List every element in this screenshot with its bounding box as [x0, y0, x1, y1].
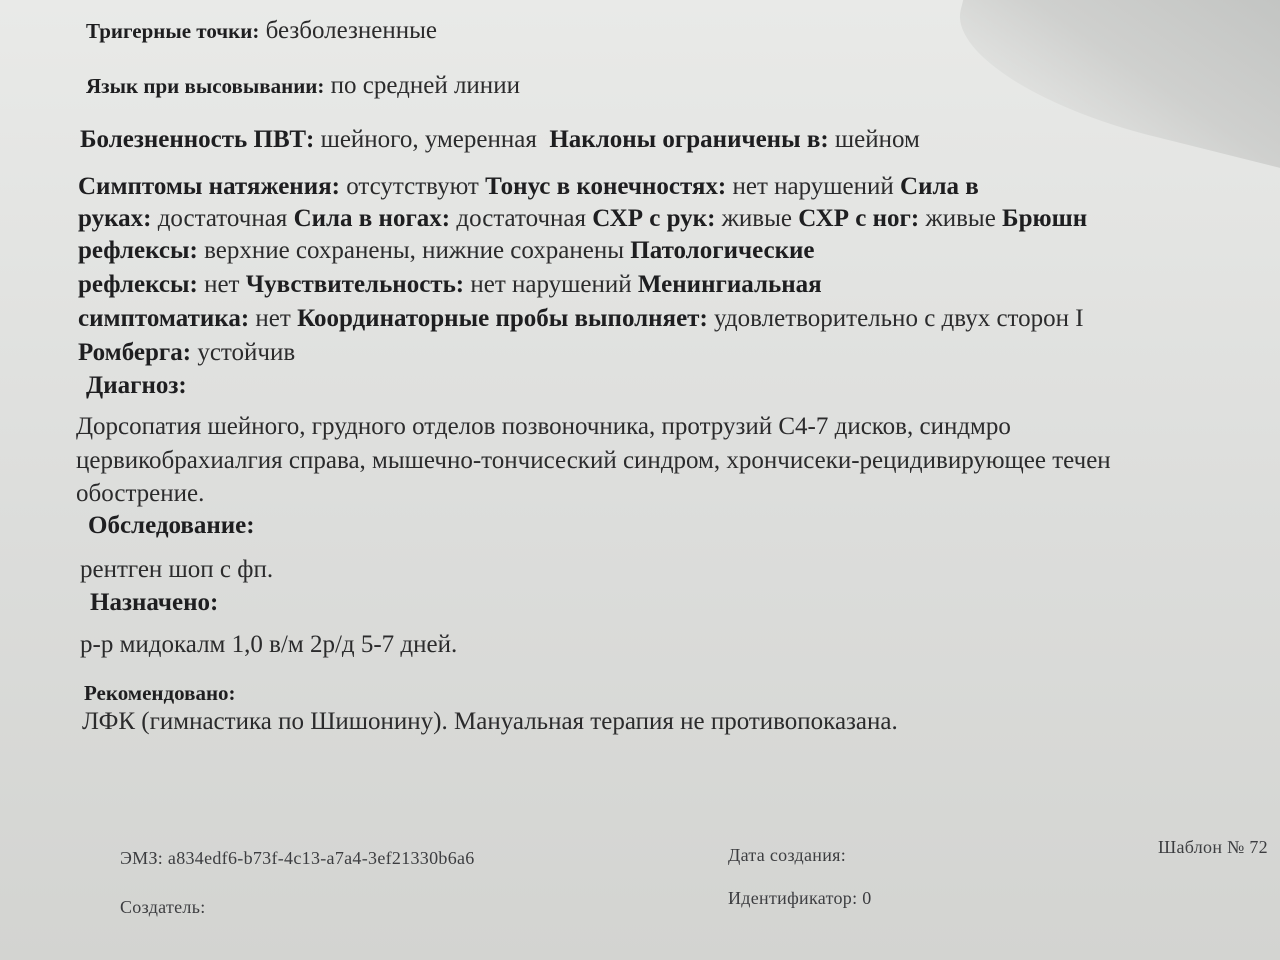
tension-value: отсутствуют [346, 173, 479, 200]
leg-strength-value: достаточная [456, 205, 587, 232]
sensitivity-value: нет нарушений [470, 271, 632, 298]
pvt-line [80, 125, 920, 155]
examination-heading-text: Обследование: [88, 512, 255, 539]
leg-reflex-value: живые [925, 205, 996, 232]
arm-strength-value: достаточная [157, 205, 288, 232]
pvt-value: шейного, умеренная [320, 126, 537, 153]
coordination-value: удовлетворительно с двух сторон I [714, 305, 1084, 332]
examination-heading [88, 511, 255, 541]
trigger-points-label: Тригерные точки: [86, 19, 260, 43]
recommended-heading [84, 678, 236, 708]
recommended-text: ЛФК (гимнастика по Шишонину). Мануальная терапия не противопоказана. [82, 708, 898, 735]
arm-reflex-label: СХР с рук: [592, 205, 716, 232]
diagnosis-line: обострение. [76, 480, 205, 507]
tone-label: Тонус в конечностях: [485, 173, 727, 200]
date-created-label: Дата создания: [728, 845, 847, 865]
abdominal-label-end: рефлексы: [78, 237, 198, 264]
recommended-heading-text: Рекомендовано: [84, 681, 236, 705]
meningeal-value: нет [255, 305, 291, 332]
abdominal-value: верхние сохранены, нижние сохранены [204, 237, 625, 264]
examination-text: рентген шоп с фп. [80, 556, 274, 583]
exam-line-4 [78, 172, 979, 202]
template-number: Шаблон № 72 [1158, 837, 1268, 857]
pathological-label-start: Патологические [630, 237, 815, 264]
exam-line-8 [78, 304, 1084, 334]
tilt-label: Наклоны ограничены в: [549, 126, 829, 153]
prescribed-heading-text: Назначено: [90, 589, 219, 616]
exam-line-7 [78, 270, 822, 300]
identifier-label: Идентификатор: 0 [728, 888, 872, 908]
tongue-label: Язык при высовывании: [86, 74, 325, 98]
exam-line-6 [78, 236, 814, 266]
diagnosis-heading-text: Диагноз: [86, 372, 187, 399]
abdominal-label-start: Брюшн [1002, 205, 1088, 232]
trigger-points-value: безболезненные [265, 17, 438, 44]
sensitivity-label: Чувствительность: [245, 271, 465, 298]
arm-strength-label-start: Сила в [900, 173, 979, 200]
arm-strength-label-end: руках: [78, 205, 152, 232]
arm-reflex-value: живые [721, 205, 793, 232]
trigger-points-line [86, 16, 437, 46]
diagnosis-heading [86, 371, 187, 401]
tongue-line [86, 71, 520, 101]
page-curl-shadow [942, 0, 1280, 171]
pathological-label-end: рефлексы: [78, 271, 198, 298]
prescribed-text: р-р мидокалм 1,0 в/м 2р/д 5-7 дней. [80, 631, 458, 658]
exam-line-9 [78, 338, 295, 368]
tension-label: Симптомы натяжения: [78, 173, 340, 200]
diagnosis-line: цервикобрахиалгия справа, мышечно-тончисеский синдром, хрончисеки-рецидивирующее течен [76, 447, 1111, 474]
tongue-value: по средней линии [330, 72, 520, 99]
creator-label: Создатель: [120, 897, 206, 917]
meningeal-label-end: симптоматика: [78, 305, 250, 332]
meningeal-label-start: Менингиальная [637, 271, 822, 298]
romberg-label: Ромберга: [78, 339, 192, 366]
coordination-label: Координаторные пробы выполняет: [297, 305, 708, 332]
emz-id: ЭМЗ: a834edf6-b73f-4c13-a7a4-3ef21330b6a6 [120, 848, 475, 868]
pvt-label: Болезненность ПВТ: [80, 126, 315, 153]
exam-line-5 [78, 204, 1087, 234]
tone-value: нет нарушений [732, 173, 894, 200]
leg-reflex-label: СХР с ног: [798, 205, 920, 232]
tilt-value: шейном [834, 126, 920, 153]
diagnosis-line: Дорсопатия шейного, грудного отделов позвоночника, протрузий С4-7 дисков, синдмро [76, 413, 1011, 440]
pathological-value: нет [204, 271, 240, 298]
romberg-value: устойчив [197, 339, 296, 366]
leg-strength-label: Сила в ногах: [293, 205, 451, 232]
prescribed-heading [90, 588, 218, 618]
